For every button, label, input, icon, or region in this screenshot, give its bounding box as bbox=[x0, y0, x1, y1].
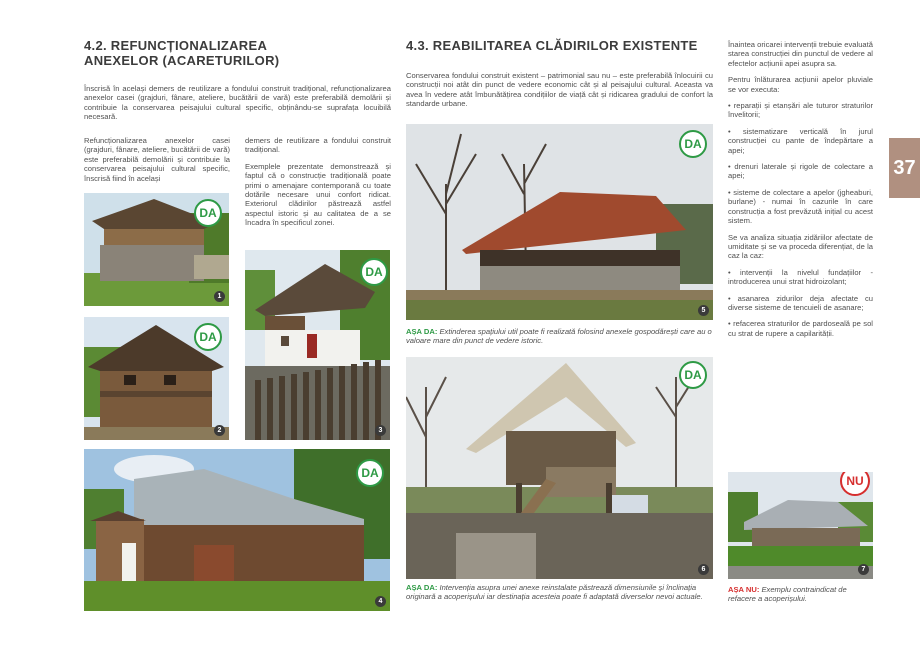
right-para-1: Înaintea oricarei intervenții trebuie evaluată starea construcției din punctul de vedere al efectelor acțiunii apei asupra sa. bbox=[728, 40, 873, 68]
photo-4 bbox=[84, 449, 390, 611]
photo-number: 1 bbox=[214, 291, 225, 302]
section-4-2-col-a: Refuncționalizarea anexelor casei (grajduri, fânare, ateliere, bucătării de vară) este preferabilă demolării și contribuie la conservarea peisajului cultural specific, înscrisă fiind în același bbox=[84, 136, 230, 183]
da-badge: DA bbox=[679, 130, 707, 158]
bullet-3: • drenuri laterale și rigole de colectare a apei; bbox=[728, 162, 873, 181]
photo-number: 2 bbox=[214, 425, 225, 436]
photo-7 bbox=[728, 472, 873, 579]
da-badge: DA bbox=[356, 459, 384, 487]
photo-number: 3 bbox=[375, 425, 386, 436]
da-badge: DA bbox=[679, 361, 707, 389]
photo-number: 4 bbox=[375, 596, 386, 607]
caption-6 bbox=[406, 583, 713, 601]
photo-6 bbox=[406, 357, 713, 579]
right-column-text bbox=[728, 40, 873, 345]
photo-2 bbox=[84, 317, 229, 440]
page-number-tab: 37 bbox=[889, 138, 920, 198]
da-badge: DA bbox=[360, 258, 388, 286]
bullet-2: • sistematizare verticală în jurul construcției cu pante de îndepărtare a apei; bbox=[728, 126, 873, 155]
photo-3 bbox=[245, 250, 390, 440]
caption-6-text: Intervenția asupra unei anexe reinstalate păstrează dimensiunile și înclinația originară a acoperișului iar destinația acesteia poate fi adaptată diverselor nevoi actuale. bbox=[406, 583, 703, 602]
caption-7-label: AȘA NU: bbox=[728, 585, 760, 594]
caption-5-label: AȘA DA: bbox=[406, 327, 438, 336]
nu-badge: NU bbox=[840, 472, 870, 496]
section-4-2-intro: Înscrisă în același demers de reutilizare a fondului construit tradițional, refuncționalizarea anexelor casei (grajduri, fânare, ateliere, bucătării de vară) este preferabilă demolării și contribuie la conservarea peisajului cultural specific, obținându-se suprafața locuibilă necesară. bbox=[84, 84, 391, 122]
bullet-5: • intervenții la nivelul fundațiilor - introducerea unui strat hidroizolant; bbox=[728, 267, 873, 287]
photo-number: 5 bbox=[698, 305, 709, 316]
bullet-4: • sisteme de colectare a apelor (jgheaburi, burlane) - numai în cazurile în care construcția a fost prevăzută inițial cu acest sistem. bbox=[728, 187, 873, 226]
right-para-2: Pentru înlăturarea acțiunii apelor pluviale se vor executa: bbox=[728, 75, 873, 94]
caption-5-text: Extinderea spațiului util poate fi realizată folosind anexele gospodărești care au o valoare mare din punct de vedere istoric. bbox=[406, 327, 712, 346]
photo-1 bbox=[84, 193, 229, 306]
photo-number: 7 bbox=[858, 564, 869, 575]
photo-5 bbox=[406, 124, 713, 320]
photo-number: 6 bbox=[698, 564, 709, 575]
da-badge: DA bbox=[194, 323, 222, 351]
caption-6-label: AȘA DA: bbox=[406, 583, 438, 592]
bullet-6: • asanarea zidurilor deja afectate cu diverse sisteme de tencuieli de asanare; bbox=[728, 293, 873, 312]
bullet-7: • refacerea straturilor de pardoseală pe sol cu strat de rupere a capilarității. bbox=[728, 319, 873, 338]
bullet-1: • reparații și etanșări ale tuturor straturilor învelitorii; bbox=[728, 101, 873, 120]
section-4-3-title: 4.3. REABILITAREA CLĂDIRILOR EXISTENTE bbox=[406, 38, 698, 53]
caption-7-text: Exemplu contraindicat de refacere a acoperișului. bbox=[728, 585, 847, 604]
caption-5 bbox=[406, 327, 713, 345]
section-4-2-col-b bbox=[245, 136, 391, 235]
da-badge: DA bbox=[194, 199, 222, 227]
section-4-3-intro: Conservarea fondului construit existent – patrimonial sau nu – este preferabilă înlocuirii cu construcții noi atât din punct de vedere economic cât și al peisajului cultural. Aceasta va avea în vedere atât îmbunătățirea condițiilor de viață cât și ridicarea gradului de confort la standarde urbane. bbox=[406, 71, 713, 109]
col-b-para-2: Exemplele prezentate demonstrează și faptul că o construcție tradițională poate primi o amenajare contemporană cu toate dotările necesare unui confort ridicat. Exteriorul clădirilor păstrează astfel aspectul istoric și au calitatea de a se încadra în specificul zonei. bbox=[245, 161, 391, 228]
section-4-2-title: 4.2. REFUNCȚIONALIZAREA ANEXELOR (ACARETURILOR) bbox=[84, 38, 280, 68]
right-para-3: Se va analiza situația zidăriilor afectate de umiditate și se va proceda diferențiat, de la caz la caz: bbox=[728, 232, 873, 261]
caption-7 bbox=[728, 585, 873, 603]
col-b-para-1: demers de reutilizare a fondului construit tradițional. bbox=[245, 136, 391, 155]
